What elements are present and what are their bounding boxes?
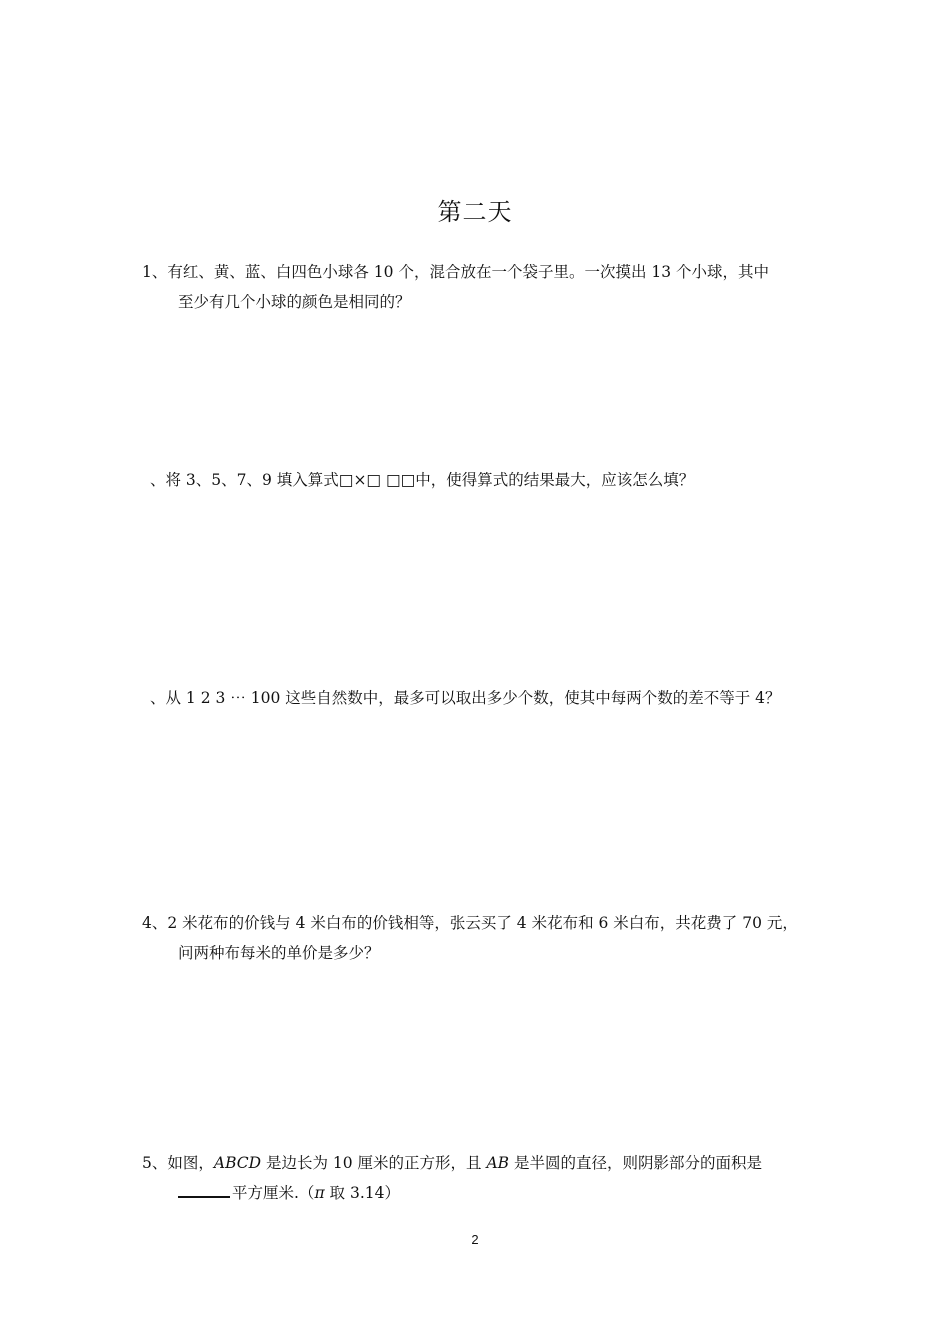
question-3-line-1: 、从 1 2 3 ⋯ 100 这些自然数中，最多可以取出多少个数，使其中每两个数的差不等于 4？ [150, 689, 781, 707]
question-5-mid: 是边长为 10 厘米的正方形，且 [261, 1154, 487, 1172]
question-5 [142, 1148, 812, 1208]
question-4 [142, 908, 812, 968]
question-5-line-2 [142, 1178, 812, 1208]
question-5-line-1 [142, 1148, 812, 1178]
question-1 [142, 257, 812, 317]
question-4-line-1: 4、2 米花布的价钱与 4 米白布的价钱相等，张云买了 4 米花布和 6 米白布，共花费了 70 元， [142, 914, 798, 932]
question-1-line-2: 至少有几个小球的颜色是相同的？ [178, 293, 411, 311]
question-2 [150, 465, 820, 495]
question-1-line-1: 1、有红、黄、蓝、白四色小球各 10 个，混合放在一个袋子里。一次摸出 13 个小球，其中 [142, 263, 770, 281]
pi-symbol: π [314, 1184, 325, 1202]
question-5-line-2-end: 取 3.14） [324, 1184, 400, 1202]
page-title: 第二天 [437, 198, 513, 226]
page-number: 2 [471, 1232, 479, 1247]
question-4-line-2: 问两种布每米的单价是多少？ [178, 944, 380, 962]
question-3 [150, 683, 820, 713]
diameter-label-ab: AB [486, 1154, 510, 1172]
question-5-line-2-text: 平方厘米.（ [232, 1184, 315, 1202]
question-2-line-1: 、将 3、5、7、9 填入算式□×□ □□中，使得算式的结果最大，应该怎么填？ [150, 471, 695, 489]
question-5-suffix: 是半圆的直径，则阴影部分的面积是 [509, 1154, 763, 1172]
question-5-prefix: 5、如图， [142, 1154, 214, 1172]
square-label-abcd: ABCD [213, 1154, 262, 1172]
answer-blank[interactable] [178, 1178, 230, 1198]
